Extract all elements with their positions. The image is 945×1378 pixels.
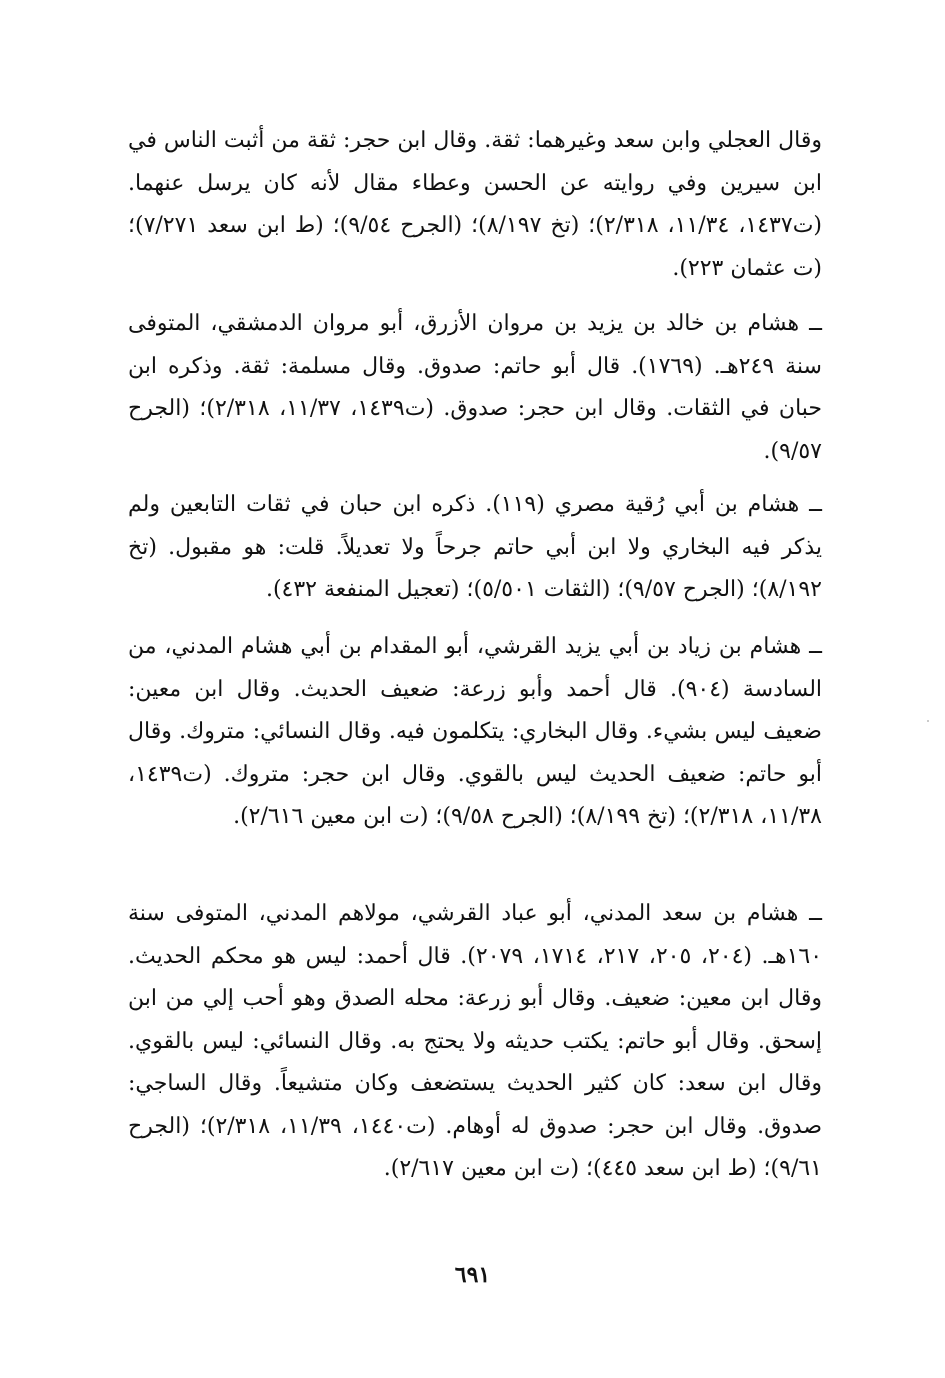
entry-text: ــ هشام بن خالد بن يزيد بن مروان الأزرق، أبو مروان الدمشقي، المتوفى سنة ٢٤٩هـ. (١٧٦٩). قال أبو حاتم: صدوق. وقال مسلمة: ثقة. وذكره ابن حبان في الثقات. وقال ابن حجر: صدوق. (ت١٤٣٩، ١١/٣٧، ٢/٣١٨)؛ (الجرح ٩/٥٧).: [128, 311, 823, 464]
page-number: ٦٩١: [454, 1262, 491, 1288]
entry-text: ــ هشام بن أبي رُقية مصري (١١٩). ذكره ابن حبان في ثقات التابعين ولم يذكر فيه البخاري ولا ابن أبي حاتم جرحاً ولا تعديلاً. قلت: هو مقبول. (تخ ٨/١٩٢)؛ (الجرح ٩/٥٧)؛ (الثقات ٥/٥٠١)؛ (تعجيل المنفعة ٤٣٢).: [128, 492, 822, 602]
margin-speck: [927, 720, 929, 722]
entry-text: وقال العجلي وابن سعد وغيرهما: ثقة. وقال ابن حجر: ثقة من أثبت الناس في ابن سيرين وفي روايته عن الحسن وعطاء مقال لأنه كان يرسل عنهما. (ت١٤٣٧، ١١/٣٤، ٢/٣١٨)؛ (تخ ٨/١٩٧)؛ (الجرح ٩/٥٤)؛ (ط ابن سعد ٧/٢٧١)؛ (ت عثمان ٢٢٣).: [128, 128, 822, 281]
entry-text: ــ هشام بن زياد بن أبي يزيد القرشي، أبو المقدام بن أبي هشام المدني، من السادسة (٩٠٤). قال أحمد وأبو زرعة: ضعيف الحديث. وقال ابن معين: ضعيف ليس بشيء. وقال البخاري: يتكلمون فيه. وقال النسائي: متروك. وقال أبو حاتم: ضعيف الحديث ليس بالقوي. وقال ابن حجر: متروك. (ت١٤٣٩، ١١/٣٨، ٢/٣١٨)؛ (تخ ٨/١٩٩)؛ (الجرح ٩/٥٨)؛ (ت ابن معين ٢/٦١٦).: [128, 634, 823, 829]
entry-text: ــ هشام بن سعد المدني، أبو عباد القرشي، مولاهم المدني، المتوفى سنة ١٦٠هـ. (٢٠٤، ٢٠٥، ٢١٧، ١٧١٤، ٢٠٧٩). قال أحمد: ليس هو محكم الحديث. وقال ابن معين: ضعيف. وقال أبو زرعة: محله الصدق وهو أحب إلي من ابن إسحق. وقال أبو حاتم: يكتب حديثه ولا يحتج به. وقال النسائي: ليس بالقوي. وقال ابن سعد: كان كثير الحديث يستضعف وكان متشيعاً. وقال الساجي: صدوق. وقال ابن حجر: صدوق له أوهام. (ت١٤٤٠، ١١/٣٩، ٢/٣١٨)؛ (الجرح ٩/٦١)؛ (ط ابن سعد ٤٤٥)؛ (ت ابن معين ٢/٦١٧).: [128, 901, 823, 1181]
entry-5: [128, 893, 822, 1191]
entry-3: [128, 484, 822, 612]
entry-4: [128, 626, 822, 839]
entry-2: [128, 303, 822, 473]
entry-1: [128, 120, 822, 290]
